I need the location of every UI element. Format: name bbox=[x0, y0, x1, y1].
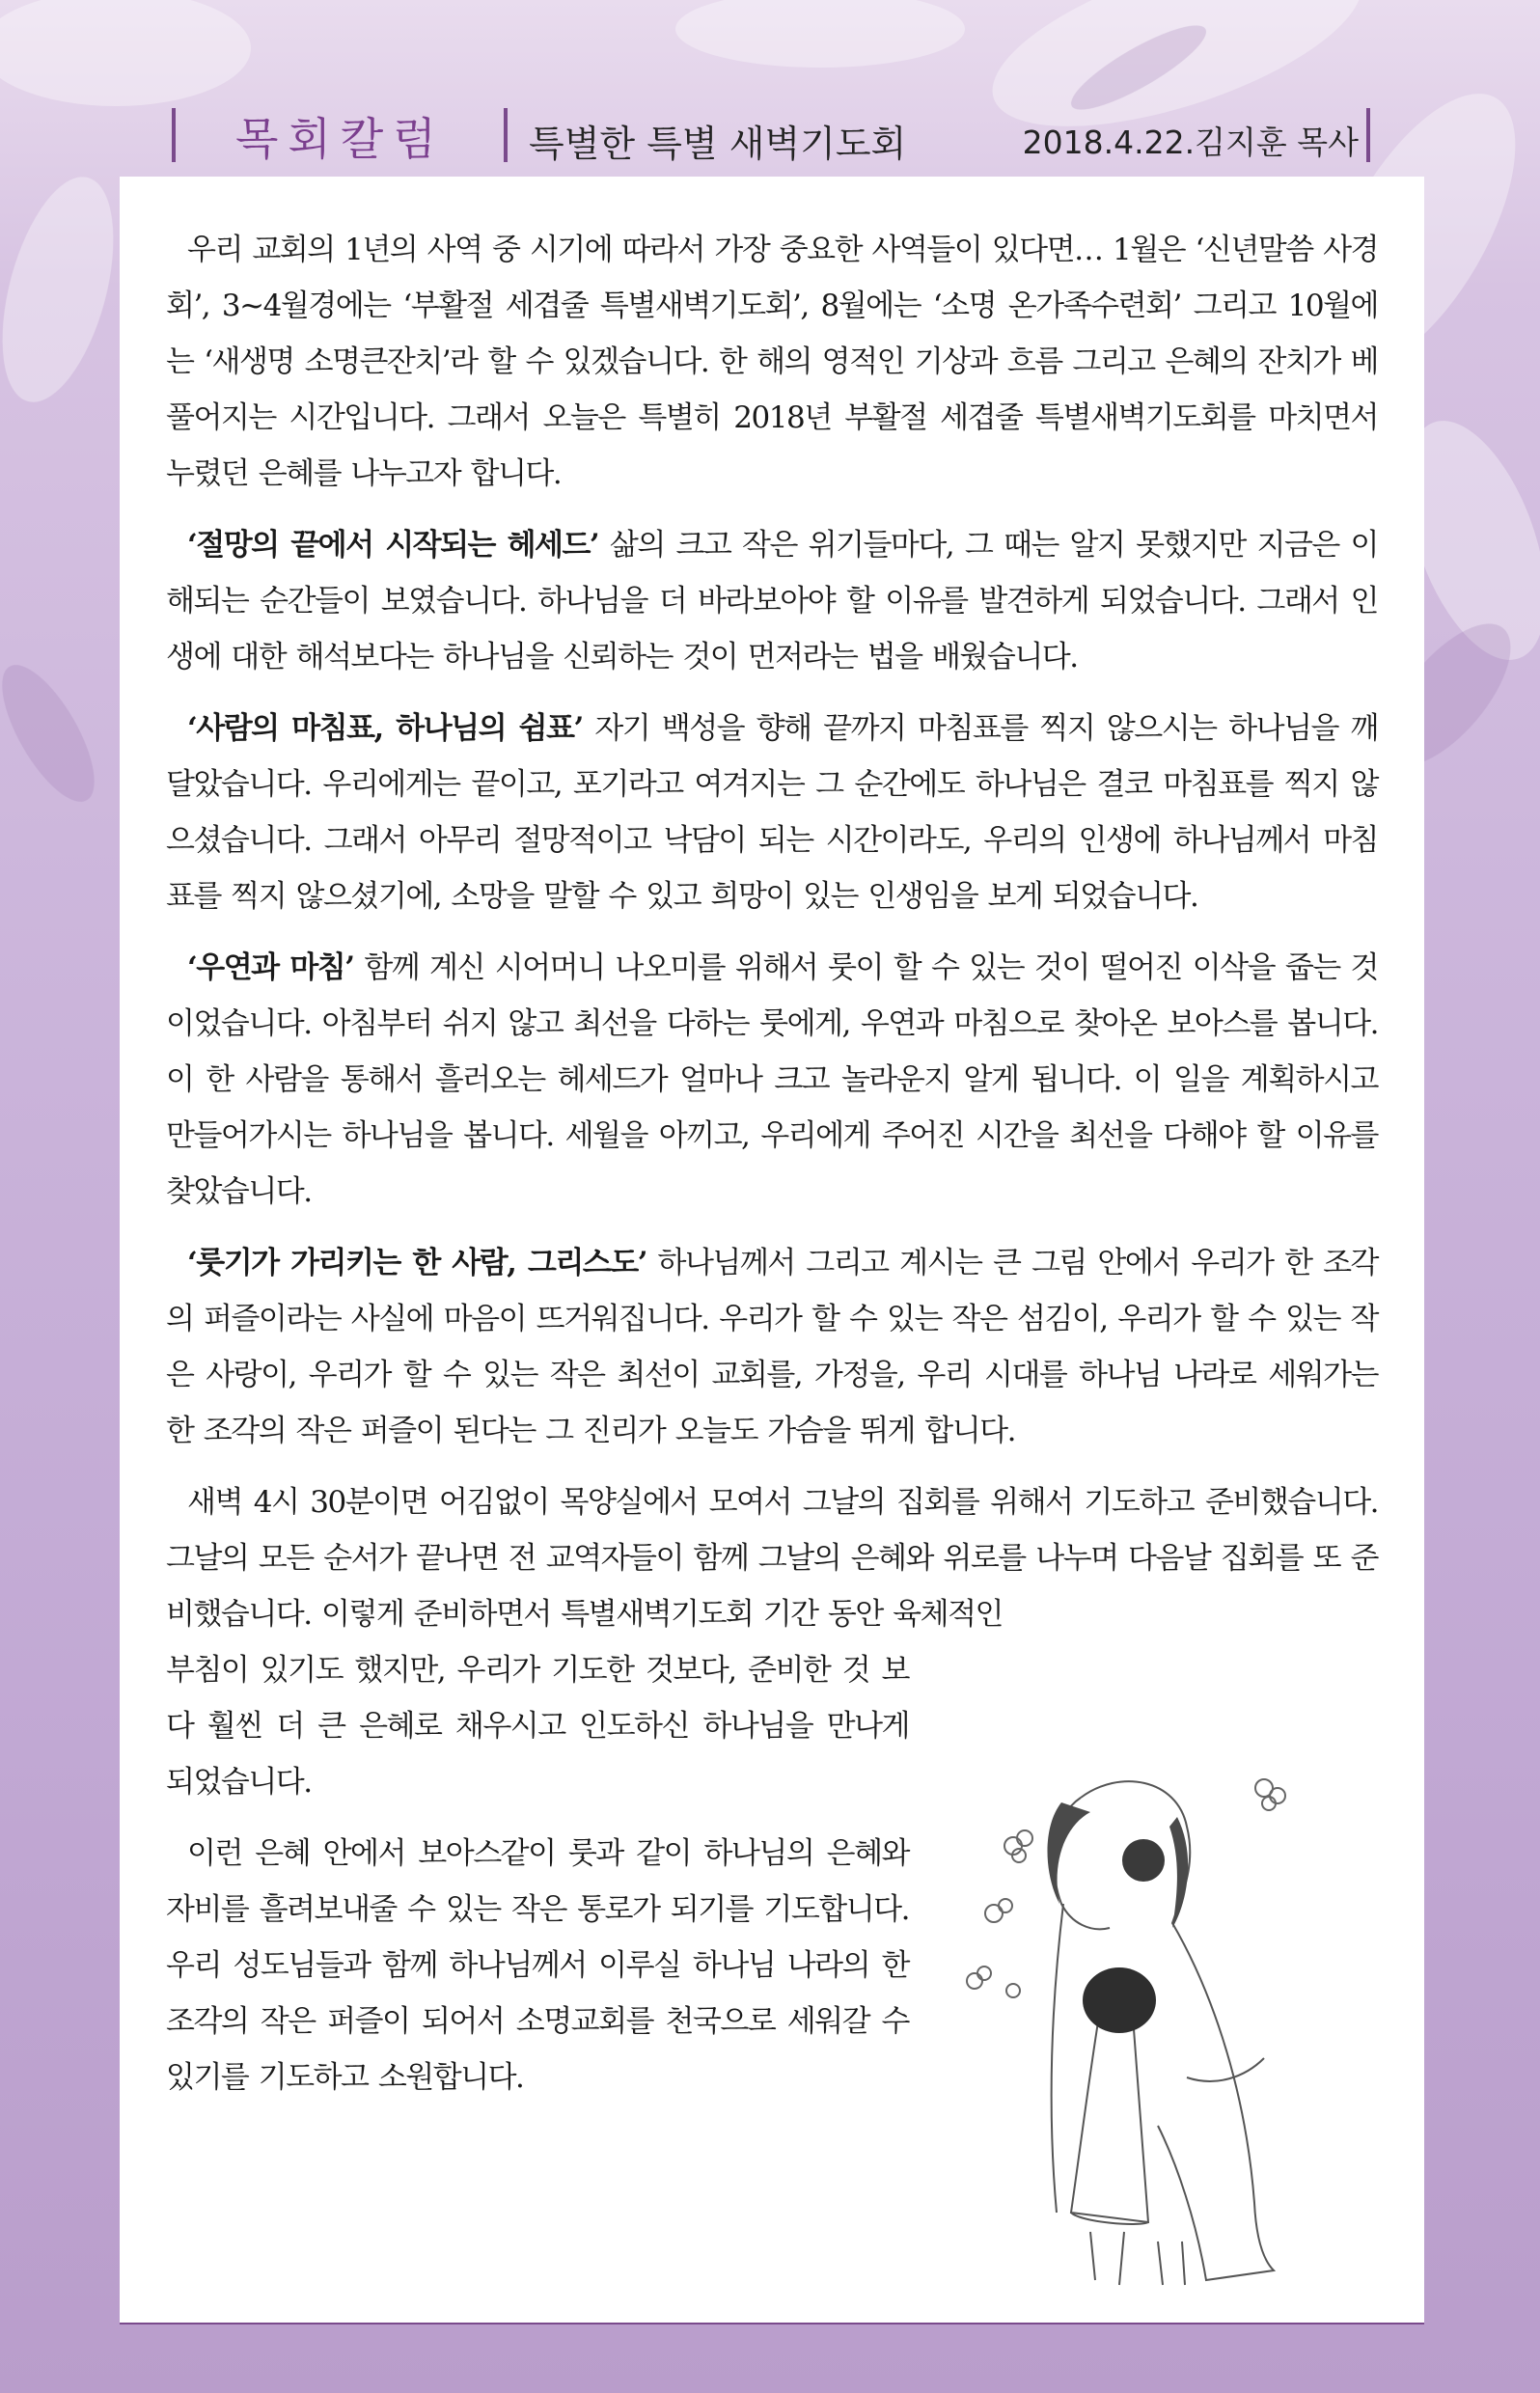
article-panel bbox=[120, 177, 1424, 2324]
paragraph-text: 부침이 있기도 했지만, 우리가 기도한 것보다, 준비한 것 보다 훨씬 더 큰 은혜로 채우시고 인도하신 하나님을 만나게 되었습니다. bbox=[166, 1653, 909, 1800]
paragraph-text: 함께 계신 시어머니 나오미를 위해서 룻이 할 수 있는 것이 떨어진 이삭을 줍는 것이었습니다. 아침부터 쉬지 않고 최선을 다하는 룻에게, 우연과 마침으로 찾아온 보아스를 봅니다. 이 한 사람을 통해서 흘러오는 헤세드가 얼마나 크고 놀라운지 알게 됩니다. 이 일을 계획하시고 만들어가시는 하나님을 봅니다. 세월을 아끼고, 우리에게 주어진 시간을 최선을 다해야 할 이유를 찾았습니다. bbox=[166, 950, 1378, 1209]
column-header bbox=[0, 96, 1540, 174]
paragraph bbox=[166, 222, 1378, 502]
paragraph-highlight: ‘사람의 마침표, 하나님의 쉼표’ bbox=[187, 711, 583, 746]
jesus-and-child-illustration bbox=[955, 1759, 1322, 2299]
paragraph bbox=[166, 701, 1378, 924]
paragraph bbox=[166, 517, 1378, 685]
paragraph bbox=[166, 1235, 1378, 1459]
paragraph-text: 하나님께서 그리고 계시는 큰 그림 안에서 우리가 한 조각의 퍼즐이라는 사실에 마음이 뜨거워집니다. 우리가 할 수 있는 작은 섬김이, 우리가 할 수 있는 작은 사랑이, 우리가 할 수 있는 작은 최선이 교회를, 가정을, 우리 시대를 하나님 나라로 세워가는 한 조각의 작은 퍼즐이 된다는 그 진리가 오늘도 가슴을 뛰게 합니다. bbox=[166, 1246, 1378, 1448]
paragraph-text: 삶의 크고 작은 위기들마다, 그 때는 알지 못했지만 지금은 이해되는 순간들이 보였습니다. 하나님을 더 바라보아야 할 이유를 발견하게 되었습니다. 그래서 인생에 대한 해석보다는 하나님을 신뢰하는 것이 먼저라는 법을 배웠습니다. bbox=[166, 528, 1378, 674]
byline: 2018.4.22.김지훈 목사 bbox=[1022, 124, 1359, 161]
paragraph bbox=[166, 1826, 909, 2105]
paragraph bbox=[166, 1474, 1378, 1642]
paragraph-text: 새벽 4시 30분이면 어김없이 목양실에서 모여서 그날의 집회를 위해서 기도하고 준비했습니다. 그날의 모든 순서가 끝나면 전 교역자들이 함께 그날의 은혜와 위로를 나누며 다음날 집회를 또 준비했습니다. 이렇게 준비하면서 특별새벽기도회 기간 동안 육체적인 bbox=[166, 1485, 1378, 1632]
paragraph-text: 우리 교회의 1년의 사역 중 시기에 따라서 가장 중요한 사역들이 있다면… 1월은 ‘신년말씀 사경회’, 3~4월경에는 ‘부활절 세겹줄 특별새벽기도회’, 8월에는 ‘소명 온가족수련회’ 그리고 10월에는 ‘새생명 소명큰잔치’라 할 수 있겠습니다. 한 해의 영적인 기상과 흐름 그리고 은혜의 잔치가 베풀어지는 시간입니다. 그래서 오늘은 특별히 2018년 부활절 세겹줄 특별새벽기도회를 마치면서 누렸던 은혜를 나누고자 합니다. bbox=[166, 233, 1378, 491]
paragraph-text: 이런 은혜 안에서 보아스같이 룻과 같이 하나님의 은혜와 자비를 흘려보내줄 수 있는 작은 통로가 되기를 기도합니다. 우리 성도님들과 함께 하나님께서 이루실 하나님 나라의 한 조각의 작은 퍼즐이 되어서 소명교회를 천국으로 세워갈 수 있기를 기도하고 소원합니다. bbox=[166, 1836, 909, 2095]
paragraph-highlight: ‘룻기가 가리키는 한 사람, 그리스도’ bbox=[187, 1246, 646, 1280]
paragraph-highlight: ‘절망의 끝에서 시작되는 헤세드’ bbox=[187, 528, 599, 563]
column-title: 목회칼럼 bbox=[235, 113, 446, 165]
paragraph-text: 자기 백성을 향해 끝까지 마침표를 찍지 않으시는 하나님을 깨달았습니다. 우리에게는 끝이고, 포기라고 여겨지는 그 순간에도 하나님은 결코 마침표를 찍지 않으셨습니다. 그래서 아무리 절망적이고 낙담이 되는 시간이라도, 우리의 인생에 하나님께서 마침표를 찍지 않으셨기에, 소망을 말할 수 있고 희망이 있는 인생임을 보게 되었습니다. bbox=[166, 711, 1378, 914]
header-divider bbox=[1366, 108, 1370, 162]
paragraph bbox=[166, 940, 1378, 1220]
paragraph bbox=[166, 1642, 909, 1810]
header-divider bbox=[172, 108, 176, 162]
paragraph-highlight: ‘우연과 마침’ bbox=[187, 950, 354, 985]
header-divider bbox=[504, 108, 508, 162]
article-title: 특별한 특별 새벽기도회 bbox=[529, 123, 907, 165]
